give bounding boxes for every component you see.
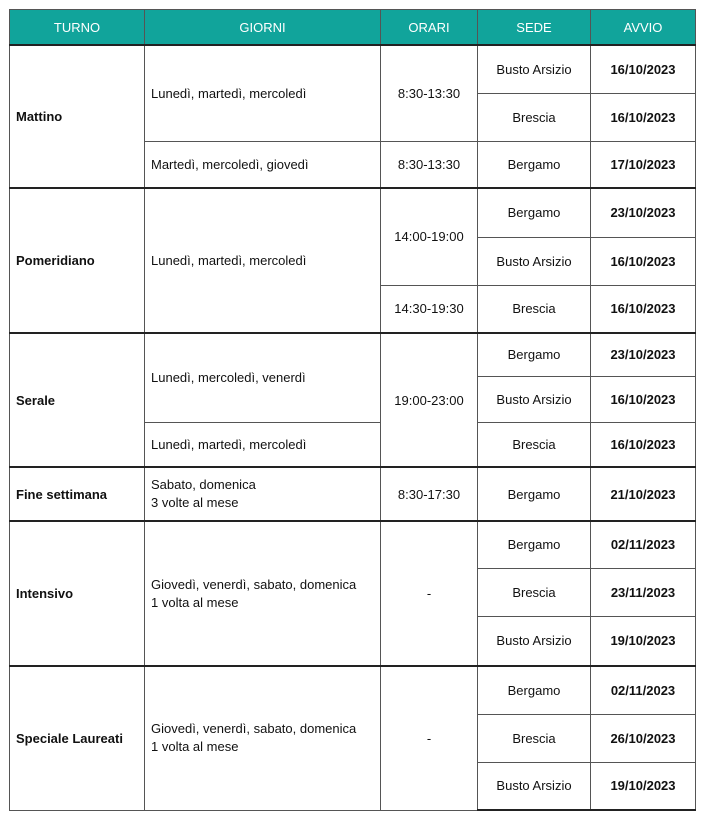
sede-cell: Brescia xyxy=(478,422,591,467)
header-row xyxy=(10,10,696,46)
sede-cell: Brescia xyxy=(478,568,591,616)
giorni-line: 1 volta al mese xyxy=(151,594,239,610)
header-giorni: GIORNI xyxy=(145,10,381,46)
avvio-cell: 02/11/2023 xyxy=(591,666,696,714)
giorni-line: Giovedì, venerdì, sabato, domenica xyxy=(151,721,357,737)
turno-cell: Fine settimana xyxy=(10,467,145,521)
giorni-cell: Lunedì, mercoledì, venerdì xyxy=(145,333,381,422)
table-row xyxy=(10,188,696,237)
turno-cell: Pomeridiano xyxy=(10,188,145,333)
giorni-cell: Martedì, mercoledì, giovedì xyxy=(145,141,381,188)
turno-cell: Mattino xyxy=(10,45,145,188)
giorni-cell xyxy=(145,666,381,810)
orari-cell: 8:30-13:30 xyxy=(381,45,478,141)
sede-cell: Bergamo xyxy=(478,141,591,188)
avvio-cell: 23/10/2023 xyxy=(591,333,696,376)
avvio-cell: 26/10/2023 xyxy=(591,714,696,762)
giorni-cell xyxy=(145,467,381,521)
giorni-cell: Lunedì, martedì, mercoledì xyxy=(145,188,381,333)
orari-cell: 14:00-19:00 xyxy=(381,188,478,285)
giorni-cell: Lunedì, martedì, mercoledì xyxy=(145,45,381,141)
table-row xyxy=(10,521,696,568)
table-row xyxy=(10,45,696,93)
avvio-cell: 19/10/2023 xyxy=(591,762,696,810)
sede-cell: Busto Arsizio xyxy=(478,376,591,422)
table-row xyxy=(10,333,696,376)
sede-cell: Brescia xyxy=(478,714,591,762)
avvio-cell: 17/10/2023 xyxy=(591,141,696,188)
giorni-line: Sabato, domenica xyxy=(151,477,256,492)
avvio-cell: 16/10/2023 xyxy=(591,93,696,141)
avvio-cell: 16/10/2023 xyxy=(591,45,696,93)
avvio-cell: 02/11/2023 xyxy=(591,521,696,568)
orari-cell: 19:00-23:00 xyxy=(381,333,478,467)
avvio-cell: 19/10/2023 xyxy=(591,616,696,666)
sede-cell: Bergamo xyxy=(478,188,591,237)
header-orari: ORARI xyxy=(381,10,478,46)
table-row xyxy=(10,666,696,714)
avvio-cell: 16/10/2023 xyxy=(591,422,696,467)
sede-cell: Bergamo xyxy=(478,521,591,568)
giorni-line: Giovedì, venerdì, sabato, domenica xyxy=(151,576,357,592)
avvio-cell: 23/10/2023 xyxy=(591,188,696,237)
giorni-cell: Lunedì, martedì, mercoledì xyxy=(145,422,381,467)
avvio-cell: 16/10/2023 xyxy=(591,237,696,285)
avvio-cell: 23/11/2023 xyxy=(591,568,696,616)
avvio-cell: 21/10/2023 xyxy=(591,467,696,521)
giorni-cell xyxy=(145,521,381,666)
orari-cell: 14:30-19:30 xyxy=(381,285,478,333)
sede-cell: Bergamo xyxy=(478,666,591,714)
table-row xyxy=(10,467,696,521)
header-sede: SEDE xyxy=(478,10,591,46)
giorni-line: 3 volte al mese xyxy=(151,495,239,510)
sede-cell: Bergamo xyxy=(478,333,591,376)
header-avvio: AVVIO xyxy=(591,10,696,46)
sede-cell: Brescia xyxy=(478,285,591,333)
orari-cell: - xyxy=(381,521,478,666)
orari-cell: 8:30-13:30 xyxy=(381,141,478,188)
turno-cell: Intensivo xyxy=(10,521,145,666)
sede-cell: Busto Arsizio xyxy=(478,45,591,93)
sede-cell: Busto Arsizio xyxy=(478,237,591,285)
header-turno: TURNO xyxy=(10,10,145,46)
orari-cell: - xyxy=(381,666,478,810)
schedule-table xyxy=(9,9,696,811)
avvio-cell: 16/10/2023 xyxy=(591,376,696,422)
orari-cell: 8:30-17:30 xyxy=(381,467,478,521)
turno-cell: Serale xyxy=(10,333,145,467)
sede-cell: Bergamo xyxy=(478,467,591,521)
sede-cell: Brescia xyxy=(478,93,591,141)
sede-cell: Busto Arsizio xyxy=(478,616,591,666)
giorni-line: 1 volta al mese xyxy=(151,739,239,755)
turno-cell: Speciale Laureati xyxy=(10,666,145,810)
avvio-cell: 16/10/2023 xyxy=(591,285,696,333)
sede-cell: Busto Arsizio xyxy=(478,762,591,810)
